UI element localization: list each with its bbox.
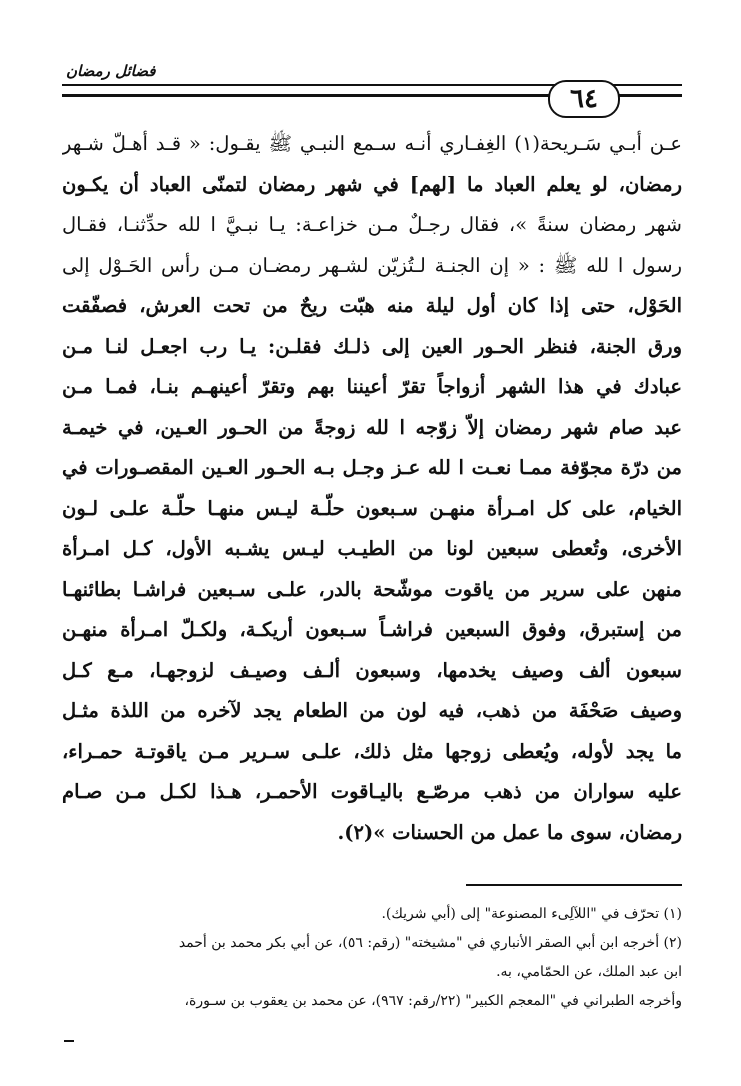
body-line: من إستبرق، وفوق السبعين فراشـاً سـبعون أريكـة، ولكـلّ امـرأة منهـن bbox=[62, 618, 682, 641]
footnote: (١) تحرّف في "اللآلِىء المصنوعة" إلى (أبي شريك). bbox=[381, 906, 682, 922]
body-line: الخيام، على كل امـرأة منهـن سـبعون حلّـة ليـس منهـا حلّـة علـى لـون bbox=[62, 496, 682, 520]
body-line: وصيف صَحْفَة من ذهب، فيه لون من الطعام يجد لآخره من اللذة مثـل bbox=[62, 699, 682, 722]
body-line: عليه سواران من ذهب مرصّـع باليـاقوت الأحمـر، هـذا لكـل مـن صـام bbox=[62, 780, 682, 803]
body-line: ورق الجنة، فنظر الحـور العين إلى ذلـك فقلـن: يـا رب اجعـل لنـا مـن bbox=[62, 334, 682, 358]
body-line: عبادك في هذا الشهر أزواجاً تقرّ أعيننا بهم وتقرّ أعينهـم بنـا، فمـا مـن bbox=[62, 375, 682, 398]
body-line: رمضان، لو يعلم العباد ما [لهم] في شهر رمضان لتمنّى العباد أن يكـون bbox=[62, 172, 682, 196]
footnotes bbox=[62, 900, 682, 1016]
body-text bbox=[62, 124, 682, 853]
continuation-dash bbox=[64, 1040, 74, 1042]
footnote: وأخرجه الطبراني في "المعجم الكبير" (٢٢/رقم: ٩٦٧)، عن محمد بن يعقوب بن سـورة، bbox=[184, 993, 682, 1009]
body-line: منهن على سرير من ياقوت موشّحة بالدر، علـى سـبعين فراشـا بطائنهـا bbox=[62, 577, 682, 601]
body-line: الحَوْل، حتى إذا كان أول ليلة منه هبّت ريحٌ من تحت العرش، فصفّقت bbox=[62, 294, 682, 317]
footnote: ابن عبد الملك، عن الحمّامي، به. bbox=[496, 964, 682, 980]
body-line: رمضان، سوى ما عمل من الحسنات »(٢). bbox=[337, 820, 682, 844]
body-line: الأخرى، وتُعطى سبعين لونا من الطيـب ليـس يشـبه الأول، كـل امـرأة bbox=[62, 537, 682, 560]
body-line: عبد صام شهر رمضان إلاّ زوّجه ا لله زوجةً من الحـور العـين، في خيمـة bbox=[62, 415, 682, 439]
page-number: ٦٤ bbox=[548, 80, 620, 118]
body-line: عـن أبـي سَـريحة(١) الغِفـاري أنـه سـمع النبـي ﷺ يقـول: « قـد أهـلّ شـهر bbox=[62, 132, 682, 155]
body-line: شهر رمضان سنةً »، فقال رجـلٌ مـن خزاعـة: يـا نبـيَّ ا لله حدِّثنـا، فقـال bbox=[62, 213, 682, 236]
footnote: (٢) أخرجه ابن أبي الصقر الأنباري في "مشيخته" (رقم: ٥٦)، عن أبي بكر محمد بن أحمد bbox=[178, 935, 682, 951]
body-line: ما يجد لأوله، ويُعطى زوجها مثل ذلك، علـى سـرير مـن ياقوتـة حمـراء، bbox=[62, 739, 682, 763]
running-header-title: فضائل رمضان bbox=[66, 62, 156, 80]
body-line: من درّة مجوّفة ممـا نعـت ا لله عـز وجـل بـه الحـور العـين المقصـورات في bbox=[62, 456, 682, 479]
footnote-rule bbox=[466, 884, 682, 886]
body-line: سبعون ألف وصيف يخدمها، وسبعون ألـف وصيـف لزوجهـا، مـع كـل bbox=[62, 658, 682, 682]
body-line: رسول ا لله ﷺ : « إن الجنـة لـتُزيّن لشـهر رمضـان مـن رأس الحَـوْل إلى bbox=[62, 253, 682, 277]
